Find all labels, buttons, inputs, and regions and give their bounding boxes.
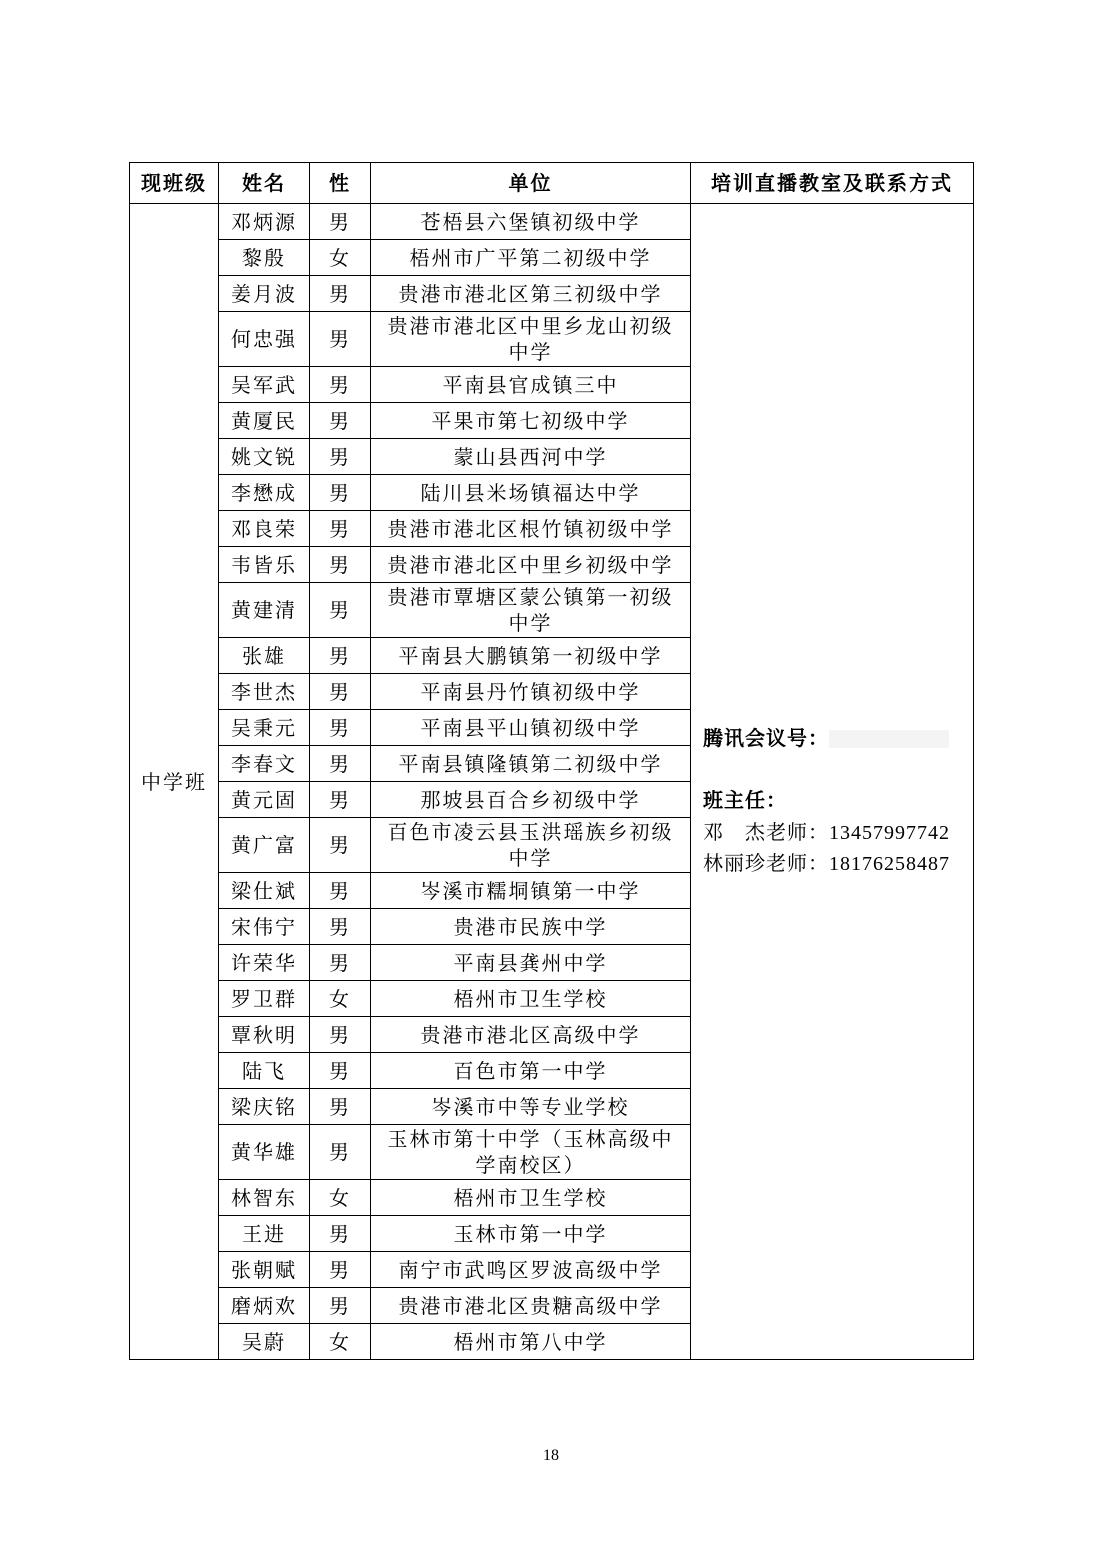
name-cell: 李懋成 — [219, 475, 310, 511]
head-teacher-label: 班主任： — [703, 787, 787, 812]
gender-cell: 男 — [310, 1288, 371, 1324]
gender-cell: 男 — [310, 1125, 371, 1180]
unit-cell: 平南县官成镇三中 — [371, 367, 691, 403]
unit-cell: 那坡县百合乡初级中学 — [371, 782, 691, 818]
gender-cell: 男 — [310, 547, 371, 583]
meeting-id — [703, 725, 967, 751]
gender-cell: 男 — [310, 818, 371, 873]
name-cell: 王进 — [219, 1216, 310, 1252]
gender-cell: 男 — [310, 782, 371, 818]
name-cell: 林智东 — [219, 1180, 310, 1216]
unit-cell: 平南县龚州中学 — [371, 945, 691, 981]
unit-cell: 百色市凌云县玉洪瑶族乡初级中学 — [371, 818, 691, 873]
gender-cell: 男 — [310, 583, 371, 638]
gender-cell: 男 — [310, 638, 371, 674]
name-cell: 吴秉元 — [219, 710, 310, 746]
gender-cell: 女 — [310, 981, 371, 1017]
gender-cell: 女 — [310, 1180, 371, 1216]
teacher-contact — [703, 848, 967, 879]
gender-cell: 男 — [310, 746, 371, 782]
name-cell: 李世杰 — [219, 674, 310, 710]
name-cell: 罗卫群 — [219, 981, 310, 1017]
name-cell: 邓良荣 — [219, 511, 310, 547]
meeting-label: 腾讯会议号： — [703, 725, 829, 750]
unit-cell: 玉林市第十中学（玉林高级中学南校区） — [371, 1125, 691, 1180]
unit-cell: 百色市第一中学 — [371, 1053, 691, 1089]
name-cell: 覃秋明 — [219, 1017, 310, 1053]
unit-cell: 贵港市港北区根竹镇初级中学 — [371, 511, 691, 547]
name-cell: 黎殷 — [219, 240, 310, 276]
name-cell: 梁庆铭 — [219, 1089, 310, 1125]
name-cell: 韦皆乐 — [219, 547, 310, 583]
header-class: 现班级 — [130, 163, 219, 204]
unit-cell: 岑溪市中等专业学校 — [371, 1089, 691, 1125]
header-unit: 单位 — [371, 163, 691, 204]
unit-cell: 苍梧县六堡镇初级中学 — [371, 204, 691, 240]
gender-cell: 男 — [310, 1089, 371, 1125]
gender-cell: 男 — [310, 511, 371, 547]
roster-table — [129, 162, 974, 1360]
name-cell: 许荣华 — [219, 945, 310, 981]
name-cell: 李春文 — [219, 746, 310, 782]
unit-cell: 平南县镇隆镇第二初级中学 — [371, 746, 691, 782]
header-gender: 性 — [310, 163, 371, 204]
unit-cell: 贵港市民族中学 — [371, 909, 691, 945]
unit-cell: 贵港市港北区高级中学 — [371, 1017, 691, 1053]
unit-cell: 贵港市港北区第三初级中学 — [371, 276, 691, 312]
name-cell: 何忠强 — [219, 312, 310, 367]
name-cell: 梁仕斌 — [219, 873, 310, 909]
unit-cell: 梧州市广平第二初级中学 — [371, 240, 691, 276]
name-cell: 宋伟宁 — [219, 909, 310, 945]
unit-cell: 贵港市覃塘区蒙公镇第一初级中学 — [371, 583, 691, 638]
unit-cell: 贵港市港北区中里乡龙山初级中学 — [371, 312, 691, 367]
gender-cell: 男 — [310, 710, 371, 746]
gender-cell: 男 — [310, 367, 371, 403]
page-number: 18 — [543, 1447, 559, 1464]
gender-cell: 男 — [310, 1216, 371, 1252]
gender-cell: 男 — [310, 674, 371, 710]
gender-cell: 男 — [310, 1053, 371, 1089]
name-cell: 黄厦民 — [219, 403, 310, 439]
teacher-name: 邓 杰老师： — [703, 819, 829, 844]
header-name: 姓名 — [219, 163, 310, 204]
contact-info-cell — [691, 204, 974, 1360]
name-cell: 陆飞 — [219, 1053, 310, 1089]
gender-cell: 男 — [310, 475, 371, 511]
unit-cell: 梧州市卫生学校 — [371, 1180, 691, 1216]
gender-cell: 男 — [310, 873, 371, 909]
gender-cell: 女 — [310, 1324, 371, 1360]
name-cell: 黄元固 — [219, 782, 310, 818]
unit-cell: 玉林市第一中学 — [371, 1216, 691, 1252]
name-cell: 邓炳源 — [219, 204, 310, 240]
unit-cell: 平南县平山镇初级中学 — [371, 710, 691, 746]
gender-cell: 男 — [310, 276, 371, 312]
gender-cell: 女 — [310, 240, 371, 276]
name-cell: 张雄 — [219, 638, 310, 674]
unit-cell: 蒙山县西河中学 — [371, 439, 691, 475]
unit-cell: 梧州市第八中学 — [371, 1324, 691, 1360]
name-cell: 张朝赋 — [219, 1252, 310, 1288]
teacher-contact — [703, 817, 967, 848]
name-cell: 黄广富 — [219, 818, 310, 873]
unit-cell: 梧州市卫生学校 — [371, 981, 691, 1017]
unit-cell: 南宁市武鸣区罗波高级中学 — [371, 1252, 691, 1288]
header-contact: 培训直播教室及联系方式 — [691, 163, 974, 204]
gender-cell: 男 — [310, 909, 371, 945]
unit-cell: 岑溪市糯垌镇第一中学 — [371, 873, 691, 909]
gender-cell: 男 — [310, 439, 371, 475]
gender-cell: 男 — [310, 204, 371, 240]
meeting-id-redacted — [829, 730, 949, 748]
unit-cell: 平南县大鹏镇第一初级中学 — [371, 638, 691, 674]
gender-cell: 男 — [310, 1017, 371, 1053]
name-cell: 姜月波 — [219, 276, 310, 312]
unit-cell: 陆川县米场镇福达中学 — [371, 475, 691, 511]
name-cell: 黄华雄 — [219, 1125, 310, 1180]
gender-cell: 男 — [310, 312, 371, 367]
teacher-phone: 13457997742 — [829, 821, 950, 844]
unit-cell: 平南县丹竹镇初级中学 — [371, 674, 691, 710]
name-cell: 黄建清 — [219, 583, 310, 638]
name-cell: 姚文锐 — [219, 439, 310, 475]
gender-cell: 男 — [310, 1252, 371, 1288]
gender-cell: 男 — [310, 945, 371, 981]
teacher-name: 林丽珍老师： — [703, 850, 829, 875]
name-cell: 吴军武 — [219, 367, 310, 403]
table-body — [130, 204, 974, 1360]
unit-cell: 贵港市港北区中里乡初级中学 — [371, 547, 691, 583]
name-cell: 磨炳欢 — [219, 1288, 310, 1324]
teacher-phone: 18176258487 — [829, 852, 950, 875]
gender-cell: 男 — [310, 403, 371, 439]
table-header-row — [130, 163, 974, 204]
table-row — [130, 204, 974, 240]
name-cell: 吴蔚 — [219, 1324, 310, 1360]
unit-cell: 贵港市港北区贵糖高级中学 — [371, 1288, 691, 1324]
class-name-cell: 中学班 — [130, 204, 219, 1360]
unit-cell: 平果市第七初级中学 — [371, 403, 691, 439]
